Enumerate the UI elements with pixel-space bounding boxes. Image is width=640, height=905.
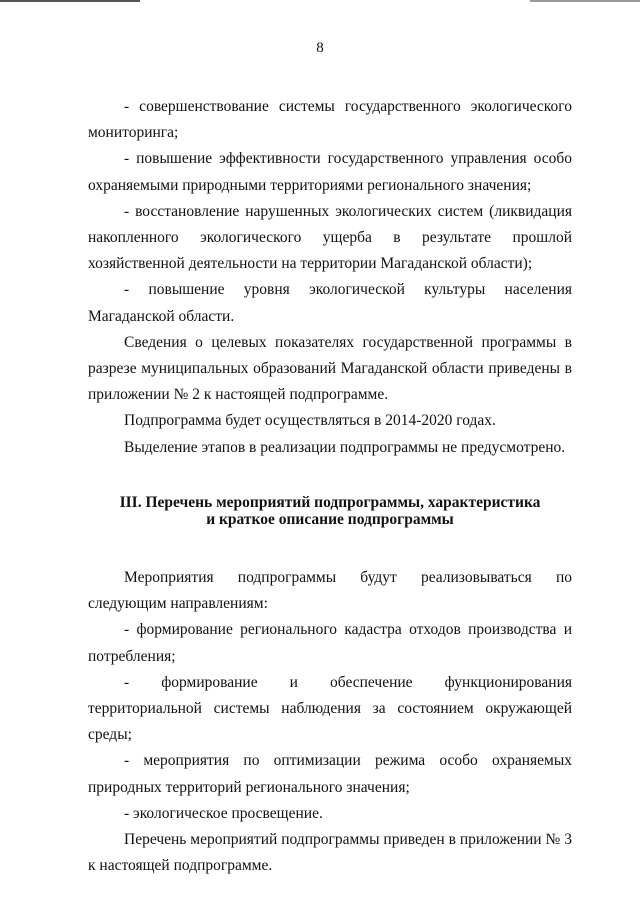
paragraph: - повышение эффективности государственного управления особо охраняемыми природными территориями регионального значения; (88, 150, 572, 194)
paragraph: Сведения о целевых показателях государственной программы в разрезе муниципальных образований Магаданской области приведены в приложении № 2 к настоящей подпрограмме. (88, 333, 572, 404)
paragraph: Перечень мероприятий подпрограммы приведен в приложении № 3 к настоящей подпрограмме. (88, 831, 572, 875)
paragraph: - повышение уровня экологической культуры населения Магаданской области. (88, 281, 572, 325)
page-number: 8 (316, 40, 324, 56)
body-text-top (88, 94, 572, 461)
paragraph: - формирование и обеспечение функционирования территориальной системы наблюдения за состоянием окружающей среды; (88, 673, 572, 744)
paragraph: Подпрограмма будет осуществляться в 2014-2020 годах. (124, 412, 496, 430)
section-heading-line-2: и краткое описание подпрограммы (206, 511, 454, 528)
paragraph: Мероприятия подпрограммы будут реализовываться по следующим направлениям: (88, 569, 572, 613)
paragraph: - экологическое просвещение. (124, 804, 323, 822)
section-heading (88, 494, 572, 528)
paragraph: - совершенствование системы государственного экологического мониторинга; (88, 98, 572, 142)
section-heading-line-1: III. Перечень мероприятий подпрограммы, характеристика (119, 494, 541, 511)
paragraph: - мероприятия по оптимизации режима особо охраняемых природных территорий регионального значения; (88, 752, 572, 796)
body-text-bottom (88, 565, 572, 879)
paragraph: Выделение этапов в реализации подпрограммы не предусмотрено. (124, 438, 566, 456)
scan-edge-mark-right (530, 0, 640, 2)
scan-edge-mark-left (0, 0, 140, 2)
paragraph: - формирование регионального кадастра отходов производства и потребления; (88, 621, 572, 665)
paragraph: - восстановление нарушенных экологических систем (ликвидация накопленного экологического ущерба в результате прошлой хозяйственной деятельности на территории Магаданской области); (88, 202, 572, 273)
